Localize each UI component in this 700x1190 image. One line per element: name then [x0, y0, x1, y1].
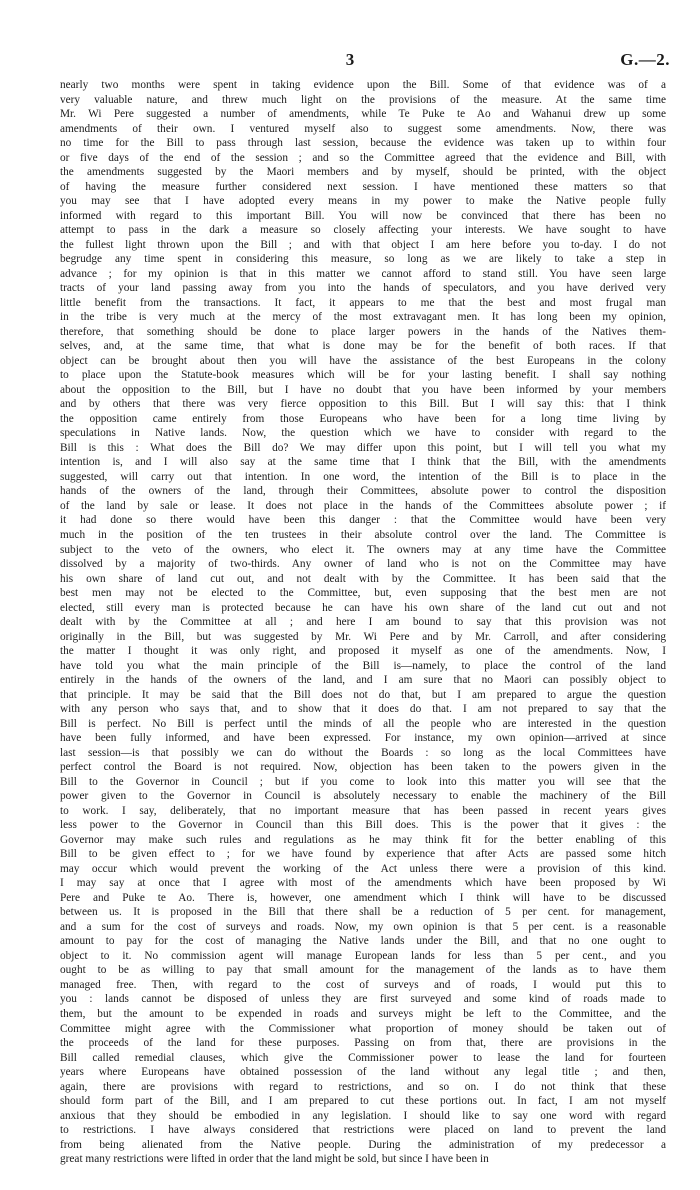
text-line: elected, still every man is protected because he can have his own share of the land cut out and not: [60, 601, 666, 614]
text-line: Bill called remedial clauses, which give the Commissioner power to lease the land for fourteen: [60, 1051, 666, 1064]
text-line: have told you what the main principle of the Bill is—namely, to place the control of the land: [60, 659, 666, 672]
text-line: less power to the Governor in Council than this Bill does. This is the power that it gives : the: [60, 819, 666, 832]
text-line: attempt to pass in the dark a measure so closely affecting your interests. We have sought to have: [60, 224, 666, 237]
text-line: dealt with by the Committee at all ; and here I am bound to say that this provision was not: [60, 616, 666, 629]
text-line: Bill to be given effect to ; for we have found by experience that after Acts are passed some hitch: [60, 848, 666, 861]
text-line: years where Europeans have obtained possession of the land without any legal title ; and then,: [60, 1066, 666, 1079]
text-line: no time for the Bill to pass through last session, because the evidence was taken up to within four: [60, 137, 666, 150]
text-line: advance ; for my opinion is that in this matter we cannot afford to stand still. You have seen large: [60, 267, 666, 280]
text-line: nearly two months were spent in taking evidence upon the Bill. Some of that evidence was of a: [60, 79, 666, 91]
text-line: perfect control the Board is not required. Now, objection has been taken to the powers given in the: [60, 761, 666, 774]
text-line: Governor may make such rules and regulations as he may think fit for the better enabling of this: [60, 833, 666, 846]
text-line: tracts of your land passing away from you into the hands of speculators, and you have derived very: [60, 282, 666, 295]
text-line: the proceeds of the land for these purposes. Passing on from that, there are provisions in the: [60, 1037, 666, 1050]
text-line: or five days of the end of the session ; and so the Committee agreed that the evidence and Bill, with: [60, 151, 666, 164]
text-line: about the opposition to the Bill, but I have no doubt that you have been informed by your members: [60, 383, 666, 396]
text-line: selves, and, at the same time, that what is done may be for the benefit of both races. If that: [60, 340, 666, 353]
text-line: to work. I say, deliberately, that no important measure that has been passed in recent years gives: [60, 804, 666, 817]
text-line: little benefit from the transactions. It fact, it appears to me that the best and most frugal man: [60, 296, 666, 309]
page-number: 3: [345, 50, 355, 69]
text-line: Bill is this : What does the Bill do? We may differ upon this point, but I will tell you what my: [60, 441, 666, 454]
text-line: them, but the amount to be expended in roads and surveys might be left to the Committee, and the: [60, 1008, 666, 1020]
text-line: much in the position of the ten trustees in their absolute control over the land. The Committee is: [60, 528, 666, 541]
text-line: may occur which would prevent the working of the Act unless there were a provision of this kind.: [60, 862, 666, 875]
text-line: originally in the Bill, but was suggested by Mr. Wi Pere and by Mr. Carroll, and after considering: [60, 630, 666, 643]
text-line: entirely in the hands of the owners of the land, and I am sure that no Maori can possibly object to: [60, 674, 666, 687]
text-line: Bill to the Governor in Council ; but if you come to look into this matter you will see that the: [60, 775, 666, 788]
text-line: subject to the veto of the owners, who elect it. The owners may at any time have the Committee: [60, 543, 666, 556]
text-line: managed free. Then, with regard to the cost of surveys and of roads, I would put this to: [60, 978, 666, 991]
text-line: object can be brought about then you will have the assistance of the best Europeans in the colony: [60, 354, 666, 367]
text-line: it had done so there would have been this danger : that the Committee would have been very: [60, 514, 666, 527]
text-line: object to it. No commission agent will manage European lands for less than 5 per cent., and you: [60, 949, 666, 962]
text-line: of the land by sale or lease. It does not place in the hands of the Committees absolute power ; if: [60, 499, 666, 512]
text-line: dissolved by a majority of two-thirds. Any owner of land who is not on the Committee may have: [60, 558, 666, 571]
text-line: between us. It is proposed in the Bill that there shall be a reduction of 5 per cent. for management,: [60, 906, 666, 919]
text-line: Committee might agree with the Commissioner what proportion of money should be taken out of: [60, 1022, 666, 1035]
text-line: to place upon the Statute-book measures which will be for your lasting benefit. I shall say nothing: [60, 369, 666, 382]
text-line: amendments of their own. I ventured myself also to suggest some amendments. Now, there was: [60, 122, 666, 135]
text-line: amount to pay for the cost of managing the Native lands under the Bill, and that no one ought to: [60, 935, 666, 948]
text-line: should form part of the Bill, and I am prepared to cut these portions out. In fact, I am not myself: [60, 1095, 666, 1108]
text-line: informed with regard to this important Bill. You will now be convinced that there has been no: [60, 209, 666, 222]
text-line: the fullest light thrown upon the Bill ; and with that object I am here before you to-day. I do not: [60, 238, 666, 251]
text-line: last session—is that possibly we can do without the Boards : so long as the local Committees have: [60, 746, 666, 759]
text-line: and a sum for the cost of surveys and roads. Now, my own opinion is that 5 per cent. is a reasonable: [60, 920, 666, 933]
text-line: you : lands cannot be disposed of unless they are first surveyed and some kind of roads made to: [60, 993, 666, 1006]
text-line: best men may not be elected to the Committee, but, even supposing that the best men are not: [60, 587, 666, 600]
text-line: with any person who says that, and to show that it does do that. I am not prepared to say that the: [60, 703, 666, 716]
text-line: in the tribe is very much at the mercy of the most extravagant men. It has long been my opinion,: [60, 311, 666, 324]
text-line: of having the measure further considered next session. I have mentioned these matters so that: [60, 180, 666, 193]
text-line: power given to the Governor in Council is absolutely necessary to enable the machinery of the Bill: [60, 790, 666, 803]
text-line: and by others that there was very fierce opposition to this Bill. But I will say this: that I think: [60, 398, 666, 411]
text-line: his own share of land cut out, and not dealt with by the Committee. It has been said that the: [60, 572, 666, 585]
text-line: speculations in Native lands. Now, the question which we have to consider with regard to the: [60, 427, 666, 440]
text-line: I may say at once that I agree with most of the amendments which have been proposed by Wi: [60, 877, 666, 890]
text-line: very valuable nature, and threw much light on the provisions of the measure. At the same time: [60, 93, 666, 106]
text-line: you may see that I have adopted every means in my power to make the Native people fully: [60, 195, 666, 208]
text-line: intention is, and I will also say at the same time that I think that the Bill, with the amendments: [60, 456, 666, 469]
text-line: Pere and Puke te Ao. There is, however, one amendment which I think will have to be discussed: [60, 891, 666, 904]
text-line: therefore, that something should be done to place larger powers in the hands of the Natives them-: [60, 325, 666, 338]
text-line: anxious that they should be embodied in any legislation. I should like to say one word with regard: [60, 1109, 666, 1122]
text-line: Mr. Wi Pere suggested a number of amendments, while Te Puke te Ao and Wahanui drew up some: [60, 108, 666, 121]
text-line: ought to be as willing to pay that small amount for the management of the lands as to have them: [60, 964, 666, 977]
text-line: the opposition came entirely from those Europeans who have been for a long time living by: [60, 412, 666, 425]
text-line: great many restrictions were lifted in order that the land might be sold, but since I have been in: [60, 1153, 489, 1166]
text-line: the matter I thought it was only right, and proposed it myself as one of the amendments. Now, I: [60, 645, 666, 658]
text-line: again, there are provisions with regard to restrictions, and so on. I do not think that these: [60, 1080, 666, 1093]
text-line: have been fully informed, and have been expressed. For instance, my own opinion—arrived at since: [60, 732, 666, 745]
text-line: begrudge any time spent in considering this measure, so long as we are likely to take a step in: [60, 253, 666, 266]
document-reference: G.—2.: [620, 50, 670, 69]
text-line: suggested, will carry out that intention. In one word, the intention of the Bill is to place in the: [60, 470, 666, 483]
body-text: [60, 78, 666, 1167]
text-line: that principle. It may be said that the Bill does not do that, but I am prepared to argue the question: [60, 688, 666, 701]
text-line: from being alienated from the Native people. During the administration of my predecessor a: [60, 1138, 666, 1151]
text-line: hands of the owners of the land, through their Committees, absolute power to control the disposition: [60, 485, 666, 498]
text-line: the amendments suggested by the Maori members and by myself, should be printed, with the object: [60, 166, 666, 179]
text-line: to restrictions. I have always considered that restrictions were placed on land to prevent the land: [60, 1124, 666, 1137]
text-line: Bill is perfect. No Bill is perfect until the minds of all the people who are interested in the question: [60, 717, 666, 730]
